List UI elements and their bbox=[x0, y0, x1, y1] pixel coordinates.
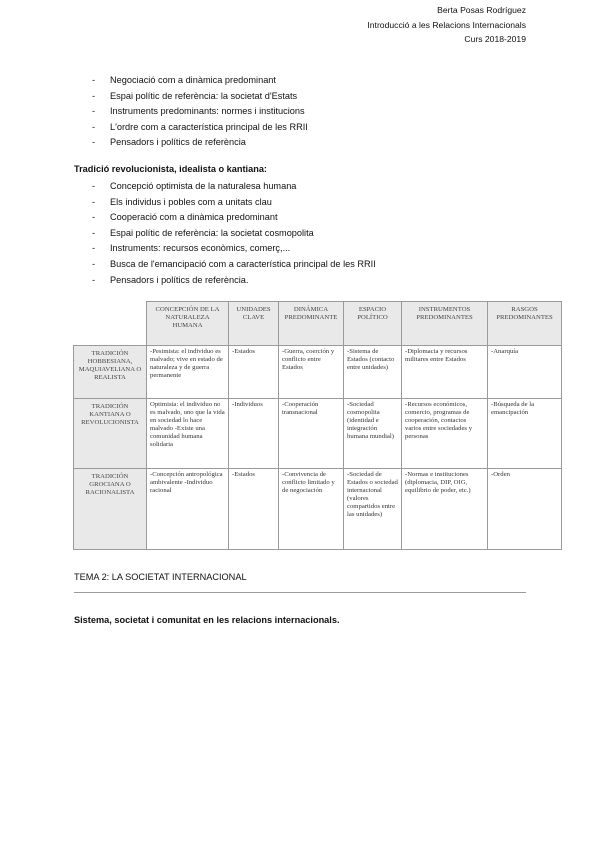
list-item: - L'ordre com a característica principal de les RRII bbox=[92, 121, 308, 132]
list-item: - Pensadors i polítics de referència. bbox=[92, 274, 249, 285]
grotian-traits-list bbox=[92, 73, 308, 151]
table-cell: -Concepción antropológica ambivalente -Individuo racional bbox=[147, 469, 229, 550]
table-cell: -Cooperación transnacional bbox=[279, 399, 344, 469]
table-cell: -Orden bbox=[488, 469, 562, 550]
course-year: Curs 2018-2019 bbox=[464, 34, 526, 44]
table-cell: -Estados bbox=[229, 346, 279, 399]
section-title: TEMA 2: LA SOCIETAT INTERNACIONAL bbox=[74, 572, 247, 582]
table-row bbox=[74, 469, 562, 550]
table-cell: -Recursos económicos, comercio, programas de cooperación, contactos varios entre sociedades y personas bbox=[402, 399, 488, 469]
table-row bbox=[74, 399, 562, 469]
table-cell: -Guerra, coerción y conflicto entre Estados bbox=[279, 346, 344, 399]
list-item: - Els individus i pobles com a unitats clau bbox=[92, 196, 272, 207]
table-cell: Optimista: el individuo no es malvado, uno que la vida en sociedad lo hace malvado -Existe una comunidad humana solidaria bbox=[147, 399, 229, 469]
list-item: - Busca de l'emancipació com a característica principal de les RRII bbox=[92, 258, 376, 269]
column-header: ESPACIO POLÍTICO bbox=[344, 302, 402, 346]
table-row bbox=[74, 346, 562, 399]
column-header: INSTRUMENTOS PREDOMINANTES bbox=[402, 302, 488, 346]
section-divider bbox=[74, 592, 526, 593]
column-header: RASGOS PREDOMINANTES bbox=[488, 302, 562, 346]
traditions-table bbox=[73, 301, 562, 550]
course-name: Introducció a les Relacions Internacionals bbox=[367, 19, 526, 30]
table-cell: -Individuos bbox=[229, 399, 279, 469]
list-item: - Pensadors i polítics de referència bbox=[92, 137, 246, 148]
kantian-heading: Tradició revolucionista, idealista o kantiana: bbox=[74, 164, 267, 174]
row-header: TRADICIÓN GROCIANA O RACIONALISTA bbox=[74, 469, 147, 550]
row-header: TRADICIÓN HOBBESIANA, MAQUIAVELIANA O REALISTA bbox=[74, 346, 147, 399]
table-cell: -Convivencia de conflicto limitado y de negociación bbox=[279, 469, 344, 550]
table-header-row bbox=[74, 302, 562, 346]
row-header: TRADICIÓN KANTIANA O REVOLUCIONISTA bbox=[74, 399, 147, 469]
table-cell: -Normas e instituciones (diplomacia, DIP, OIG, equilibrio de poder, etc.) bbox=[402, 469, 488, 550]
list-item: - Instruments: recursos econòmics, comerç,... bbox=[92, 243, 291, 254]
list-item: - Instruments predominants: normes i institucions bbox=[92, 106, 305, 117]
list-item: - Negociació com a dinàmica predominant bbox=[92, 75, 276, 85]
author-name: Berta Posas Rodríguez bbox=[437, 5, 526, 15]
table-cell: -Sociedad cosmopolita (identidad e integración humana mundial) bbox=[344, 399, 402, 469]
column-header: UNIDADES CLAVE bbox=[229, 302, 279, 346]
traditions-table-image bbox=[73, 301, 561, 550]
list-item: - Concepció optimista de la naturalesa humana bbox=[92, 181, 297, 191]
page-header bbox=[367, 3, 526, 47]
column-header: CONCEPCIÓN DE LA NATURALEZA HUMANA bbox=[147, 302, 229, 346]
kantian-traits-list bbox=[92, 179, 376, 288]
table-cell: -Sociedad de Estados o sociedad internacional (valores compartidos entre las unidades) bbox=[344, 469, 402, 550]
table-cell: -Anarquía bbox=[488, 346, 562, 399]
column-header: DINÁMICA PREDOMINANTE bbox=[279, 302, 344, 346]
list-item: - Espai polític de referència: la societat cosmopolita bbox=[92, 227, 314, 238]
table-cell: -Búsqueda de la emancipación bbox=[488, 399, 562, 469]
table-cell: -Diplomacia y recursos militares entre Estados bbox=[402, 346, 488, 399]
list-item: - Cooperació com a dinàmica predominant bbox=[92, 212, 278, 223]
table-cell: -Sistema de Estados (contacto entre unidades) bbox=[344, 346, 402, 399]
table-corner bbox=[74, 302, 147, 346]
table-cell: -Estados bbox=[229, 469, 279, 550]
list-item: - Espai polític de referència: la societat d'Estats bbox=[92, 90, 298, 101]
table-cell: -Pesimista: el individuo es malvado; vive en estado de naturaleza y de guerra permanente bbox=[147, 346, 229, 399]
subsection-heading: Sistema, societat i comunitat en les relacions internacionals. bbox=[74, 615, 340, 625]
